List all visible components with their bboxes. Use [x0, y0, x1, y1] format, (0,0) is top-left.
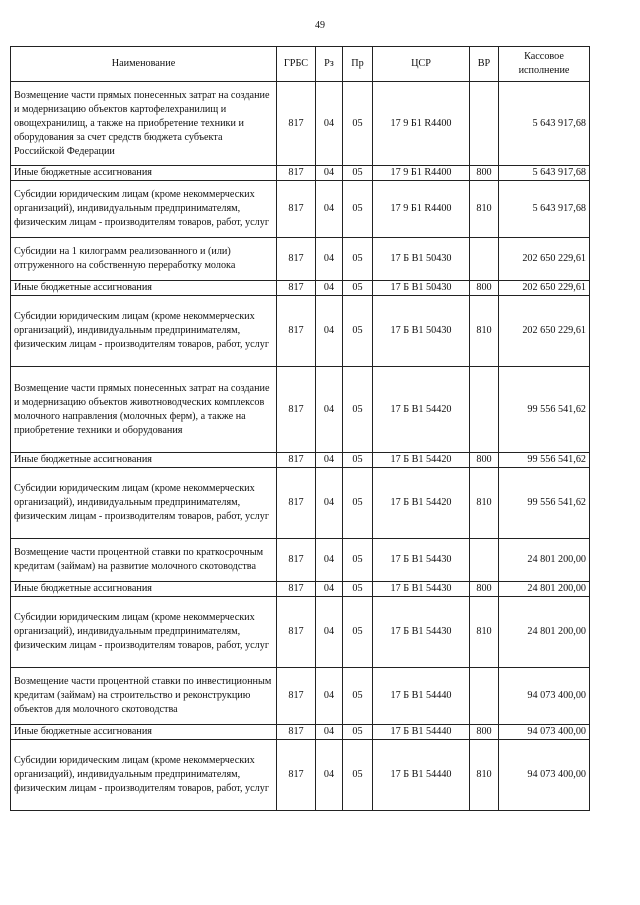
row-pr: 05 [343, 82, 373, 166]
row-vr [470, 539, 499, 582]
row-amount: 5 643 917,68 [499, 181, 590, 238]
row-grbs: 817 [277, 597, 316, 668]
row-vr: 810 [470, 468, 499, 539]
row-amount: 202 650 229,61 [499, 281, 590, 296]
table-row [11, 296, 590, 367]
table-row [11, 281, 590, 296]
row-csr: 17 Б В1 54430 [373, 539, 470, 582]
row-rz: 04 [316, 740, 343, 811]
row-name: Иные бюджетные ассигнования [11, 453, 277, 468]
row-amount: 202 650 229,61 [499, 238, 590, 281]
header-rz: Рз [316, 47, 343, 82]
table-row [11, 539, 590, 582]
row-amount: 5 643 917,68 [499, 166, 590, 181]
row-pr: 05 [343, 740, 373, 811]
row-rz: 04 [316, 166, 343, 181]
row-pr: 05 [343, 468, 373, 539]
row-csr: 17 9 Б1 R4400 [373, 166, 470, 181]
row-amount: 202 650 229,61 [499, 296, 590, 367]
row-rz: 04 [316, 238, 343, 281]
row-rz: 04 [316, 181, 343, 238]
row-pr: 05 [343, 668, 373, 725]
row-pr: 05 [343, 539, 373, 582]
row-amount: 94 073 400,00 [499, 668, 590, 725]
row-rz: 04 [316, 597, 343, 668]
row-grbs: 817 [277, 725, 316, 740]
row-vr: 800 [470, 453, 499, 468]
table-row [11, 468, 590, 539]
row-csr: 17 9 Б1 R4400 [373, 181, 470, 238]
row-csr: 17 Б В1 54440 [373, 668, 470, 725]
row-name: Субсидии юридическим лицам (кроме некоммерческих организаций), индивидуальным предпринимателям, физическим лицам - производителям товаров, работ, услуг [11, 468, 277, 539]
row-grbs: 817 [277, 453, 316, 468]
row-rz: 04 [316, 582, 343, 597]
row-pr: 05 [343, 367, 373, 453]
row-csr: 17 Б В1 54430 [373, 582, 470, 597]
table-row [11, 668, 590, 725]
table-row [11, 453, 590, 468]
table-row [11, 725, 590, 740]
row-grbs: 817 [277, 238, 316, 281]
row-pr: 05 [343, 181, 373, 238]
row-grbs: 817 [277, 367, 316, 453]
row-grbs: 817 [277, 181, 316, 238]
table-header-row [11, 47, 590, 82]
row-grbs: 817 [277, 296, 316, 367]
row-name: Иные бюджетные ассигнования [11, 281, 277, 296]
row-rz: 04 [316, 668, 343, 725]
row-rz: 04 [316, 82, 343, 166]
row-rz: 04 [316, 367, 343, 453]
row-vr: 800 [470, 281, 499, 296]
header-vr: ВР [470, 47, 499, 82]
row-vr: 800 [470, 725, 499, 740]
row-grbs: 817 [277, 582, 316, 597]
row-name: Возмещение части прямых понесенных затрат на создание и модернизацию объектов животноводческих комплексов молочного направления (молочных ферм), а также на приобретение техники и оборудования [11, 367, 277, 453]
row-csr: 17 Б В1 50430 [373, 281, 470, 296]
row-grbs: 817 [277, 281, 316, 296]
row-csr: 17 Б В1 54420 [373, 453, 470, 468]
row-csr: 17 Б В1 54440 [373, 725, 470, 740]
row-name: Возмещение части процентной ставки по инвестиционным кредитам (займам) на строительство и реконструкцию объектов для молочного скотоводства [11, 668, 277, 725]
table-row [11, 166, 590, 181]
header-pr: Пр [343, 47, 373, 82]
row-vr [470, 238, 499, 281]
row-amount: 99 556 541,62 [499, 453, 590, 468]
row-pr: 05 [343, 238, 373, 281]
row-amount: 5 643 917,68 [499, 82, 590, 166]
header-csr: ЦСР [373, 47, 470, 82]
row-vr: 810 [470, 296, 499, 367]
row-grbs: 817 [277, 740, 316, 811]
row-csr: 17 Б В1 50430 [373, 296, 470, 367]
row-csr: 17 Б В1 54430 [373, 597, 470, 668]
table-row [11, 82, 590, 166]
row-name: Иные бюджетные ассигнования [11, 166, 277, 181]
row-name: Субсидии юридическим лицам (кроме некоммерческих организаций), индивидуальным предпринимателям, физическим лицам - производителям товаров, работ, услуг [11, 740, 277, 811]
table-row [11, 740, 590, 811]
row-csr: 17 Б В1 50430 [373, 238, 470, 281]
row-amount: 24 801 200,00 [499, 539, 590, 582]
row-grbs: 817 [277, 668, 316, 725]
row-vr: 810 [470, 740, 499, 811]
table-row [11, 238, 590, 281]
row-name: Возмещение части прямых понесенных затрат на создание и модернизацию объектов картофелехранилищ и овощехранилищ, а также на приобретение техники и оборудования за счет средств бюджета субъекта Российской Федерации [11, 82, 277, 166]
row-rz: 04 [316, 296, 343, 367]
row-csr: 17 Б В1 54440 [373, 740, 470, 811]
row-name: Субсидии юридическим лицам (кроме некоммерческих организаций), индивидуальным предпринимателям, физическим лицам - производителям товаров, работ, услуг [11, 296, 277, 367]
header-grbs: ГРБС [277, 47, 316, 82]
header-name: Наименование [11, 47, 277, 82]
row-csr: 17 9 Б1 R4400 [373, 82, 470, 166]
table-row [11, 181, 590, 238]
row-rz: 04 [316, 453, 343, 468]
row-name: Иные бюджетные ассигнования [11, 582, 277, 597]
page-number: 49 [315, 20, 325, 31]
row-csr: 17 Б В1 54420 [373, 468, 470, 539]
row-vr [470, 668, 499, 725]
row-grbs: 817 [277, 468, 316, 539]
row-csr: 17 Б В1 54420 [373, 367, 470, 453]
row-pr: 05 [343, 166, 373, 181]
row-pr: 05 [343, 582, 373, 597]
row-amount: 99 556 541,62 [499, 367, 590, 453]
row-amount: 99 556 541,62 [499, 468, 590, 539]
row-name: Субсидии на 1 килограмм реализованного и (или) отгруженного на собственную переработку молока [11, 238, 277, 281]
table-row [11, 582, 590, 597]
row-pr: 05 [343, 453, 373, 468]
row-name: Субсидии юридическим лицам (кроме некоммерческих организаций), индивидуальным предпринимателям, физическим лицам - производителям товаров, работ, услуг [11, 597, 277, 668]
header-amount: Кассовое исполнение [499, 47, 590, 82]
row-vr: 810 [470, 181, 499, 238]
table-row [11, 597, 590, 668]
row-grbs: 817 [277, 166, 316, 181]
row-name: Возмещение части процентной ставки по краткосрочным кредитам (займам) на развитие молочного скотоводства [11, 539, 277, 582]
row-vr: 800 [470, 166, 499, 181]
row-amount: 94 073 400,00 [499, 740, 590, 811]
row-pr: 05 [343, 296, 373, 367]
budget-table [10, 46, 590, 811]
row-pr: 05 [343, 281, 373, 296]
row-amount: 24 801 200,00 [499, 597, 590, 668]
table-row [11, 367, 590, 453]
row-name: Иные бюджетные ассигнования [11, 725, 277, 740]
row-rz: 04 [316, 468, 343, 539]
row-rz: 04 [316, 539, 343, 582]
row-rz: 04 [316, 725, 343, 740]
row-name: Субсидии юридическим лицам (кроме некоммерческих организаций), индивидуальным предпринимателям, физическим лицам - производителям товаров, работ, услуг [11, 181, 277, 238]
row-vr: 810 [470, 597, 499, 668]
row-vr [470, 82, 499, 166]
row-amount: 24 801 200,00 [499, 582, 590, 597]
row-pr: 05 [343, 597, 373, 668]
row-amount: 94 073 400,00 [499, 725, 590, 740]
row-vr: 800 [470, 582, 499, 597]
row-vr [470, 367, 499, 453]
row-rz: 04 [316, 281, 343, 296]
row-grbs: 817 [277, 539, 316, 582]
row-grbs: 817 [277, 82, 316, 166]
row-pr: 05 [343, 725, 373, 740]
